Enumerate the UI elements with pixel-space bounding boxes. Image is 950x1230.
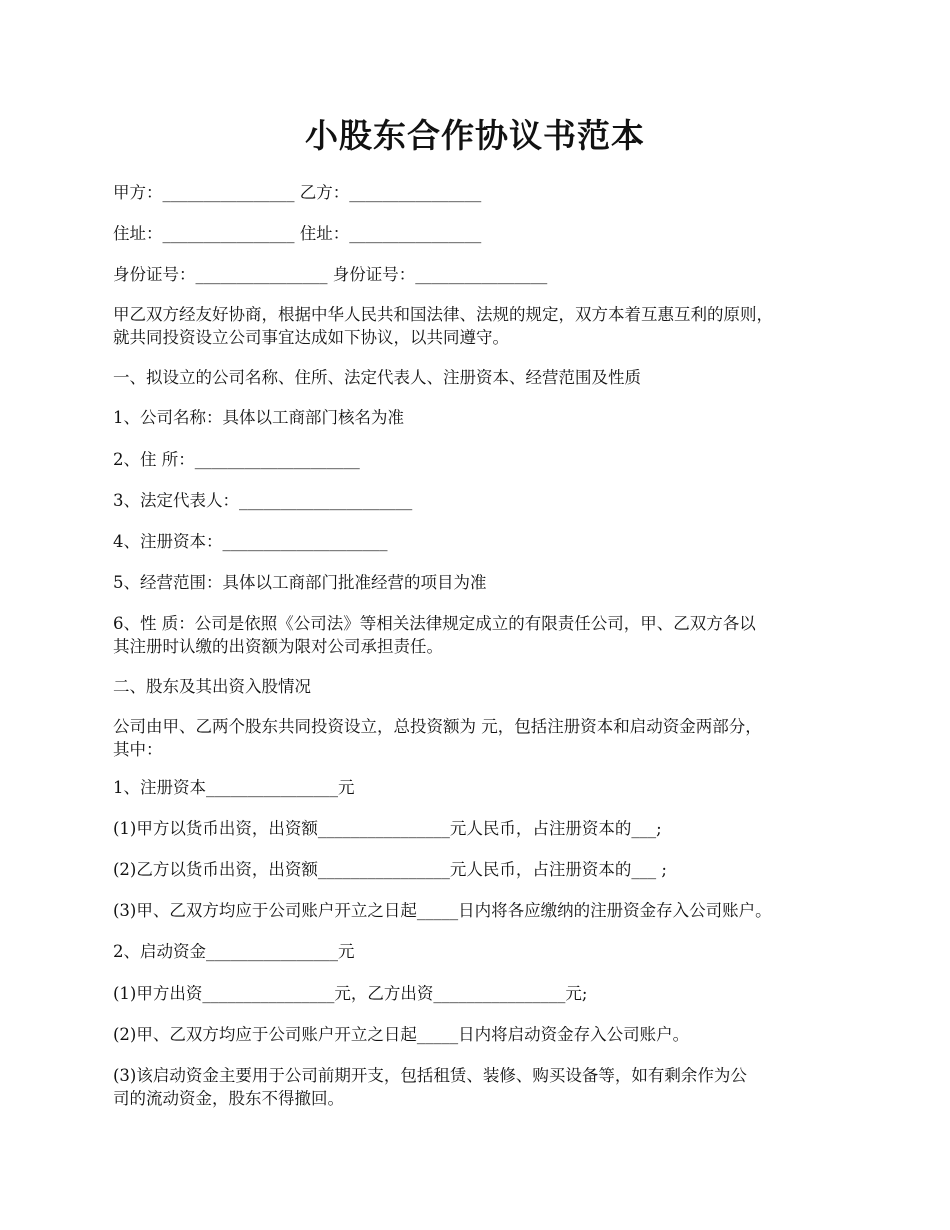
intro-paragraph (113, 303, 858, 349)
section2-intro (113, 715, 858, 761)
capital-deposit-line: (3)甲、乙双方均应于公司账户开立之日起_____日内将各应缴纳的注册资金存入公司账户。 (113, 901, 772, 920)
section2-intro-line-1: 公司由甲、乙两个股东共同投资设立，总投资额为 元，包括注册资本和启动资金两部分， (113, 717, 762, 736)
party-a-capital-line: (1)甲方以货币出资，出资额________________元人民币，占注册资本的___; (113, 819, 662, 838)
startup-usage-paragraph (113, 1064, 858, 1110)
startup-contribution-line: (1)甲方出资________________元，乙方出资________________元; (113, 984, 588, 1003)
startup-fund-line: 2、启动资金________________元 (113, 942, 355, 961)
nature-line-1: 6、性 质：公司是依照《公司法》等相关法律规定成立的有限责任公司，甲、乙双方各以 (113, 614, 756, 633)
section1-item-legal-rep: 3、法定代表人：_____________________ (113, 491, 413, 510)
registered-capital-line: 1、注册资本________________元 (113, 778, 355, 797)
document-title: 小股东合作协议书范本 (305, 116, 645, 155)
nature-line-2: 其注册时认缴的出资额为限对公司承担责任。 (113, 637, 443, 656)
startup-usage-line-1: (3)该启动资金主要用于公司前期开支，包括租赁、装修、购买设备等，如有剩余作为公 (113, 1066, 747, 1085)
section2-intro-line-2: 其中： (113, 740, 163, 759)
startup-deposit-line: (2)甲、乙双方均应于公司账户开立之日起_____日内将启动资金存入公司账户。 (113, 1025, 690, 1044)
section1-item-address: 2、住 所：____________________ (113, 450, 360, 469)
startup-usage-line-2: 司的流动资金，股东不得撤回。 (113, 1089, 344, 1108)
party-b-capital-line: (2)乙方以货币出资，出资额________________元人民币，占注册资本的___ ; (113, 860, 667, 879)
party-id-line: 身份证号：________________ 身份证号：________________ (113, 265, 548, 284)
section1-item-capital: 4、注册资本：____________________ (113, 532, 388, 551)
section1-item-scope: 5、经营范围：具体以工商部门批准经营的项目为准 (113, 573, 487, 592)
party-address-line: 住址：________________ 住址：________________ (113, 224, 482, 243)
intro-line-2: 就共同投资设立公司事宜达成如下协议，以共同遵守。 (113, 328, 509, 347)
intro-line-1: 甲乙双方经友好协商，根据中华人民共和国法律、法规的规定，双方本着互惠互利的原则， (113, 305, 773, 324)
section1-item-company-name: 1、公司名称：具体以工商部门核名为准 (113, 408, 404, 427)
section1-item-nature (113, 612, 858, 658)
party-name-line: 甲方：________________ 乙方：________________ (113, 183, 482, 202)
section2-heading: 二、股东及其出资入股情况 (113, 677, 311, 696)
section1-heading: 一、拟设立的公司名称、住所、法定代表人、注册资本、经营范围及性质 (113, 368, 641, 387)
